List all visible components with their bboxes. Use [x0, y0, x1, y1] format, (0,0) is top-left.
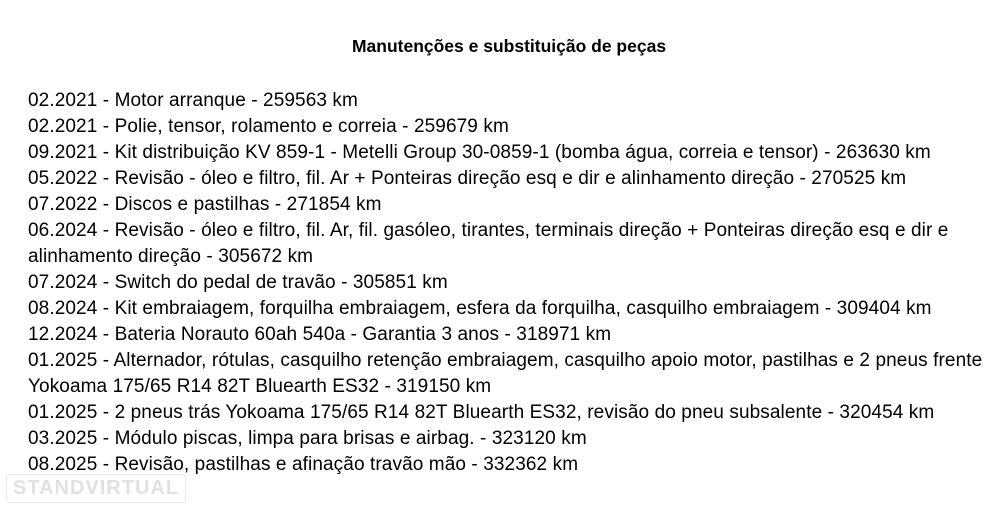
maintenance-list — [28, 88, 990, 478]
maintenance-entry: 02.2021 - Motor arranque - 259563 km — [28, 90, 358, 111]
maintenance-entry: 05.2022 - Revisão - óleo e filtro, fil. Ar + Ponteiras direção esq e dir e alinhamento direção - 270525 km — [28, 168, 907, 189]
watermark-logo: STANDVIRTUAL — [6, 474, 186, 503]
maintenance-entry: 01.2025 - 2 pneus trás Yokoama 175/65 R14 82T Bluearth ES32, revisão do pneu subsalente - 320454 km — [28, 402, 935, 423]
maintenance-entry: 03.2025 - Módulo piscas, limpa para brisas e airbag. - 323120 km — [28, 428, 587, 449]
maintenance-entry: 02.2021 - Polie, tensor, rolamento e correia - 259679 km — [28, 116, 509, 137]
maintenance-entry: 09.2021 - Kit distribuição KV 859-1 - Metelli Group 30-0859-1 (bomba água, correia e tensor) - 263630 km — [28, 142, 931, 163]
maintenance-entry: 07.2024 - Switch do pedal de travão - 305851 km — [28, 272, 448, 293]
maintenance-entry: 08.2025 - Revisão, pastilhas e afinação travão mão - 332362 km — [28, 454, 579, 475]
maintenance-entry: 01.2025 - Alternador, rótulas, casquilho retenção embraiagem, casquilho apoio motor, pastilhas e 2 pneus frente Yokoama 175/65 R14 82T Bluearth ES32 - 319150 km — [28, 350, 983, 397]
maintenance-entry: 07.2022 - Discos e pastilhas - 271854 km — [28, 194, 382, 215]
maintenance-entry: 12.2024 - Bateria Norauto 60ah 540a - Garantia 3 anos - 318971 km — [28, 324, 612, 345]
document-title: Manutenções e substituição de peças — [351, 36, 667, 56]
maintenance-entry: 08.2024 - Kit embraiagem, forquilha embraiagem, esfera da forquilha, casquilho embraiagem - 309404 km — [28, 298, 932, 319]
maintenance-entry: 06.2024 - Revisão - óleo e filtro, fil. Ar, fil. gasóleo, tirantes, terminais direção + Ponteiras direção esq e dir e alinhamento direção - 305672 km — [28, 220, 949, 267]
